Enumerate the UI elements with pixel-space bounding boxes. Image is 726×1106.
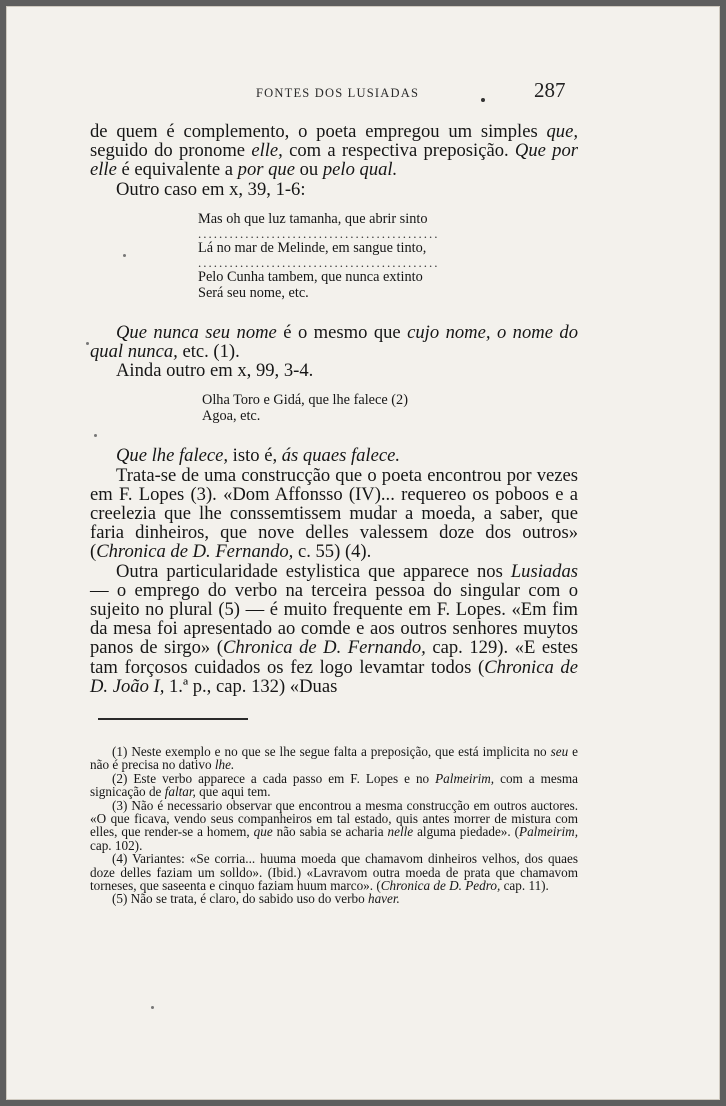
main-text: [90, 122, 578, 696]
ink-dot: [481, 98, 485, 102]
verse-line: Mas oh que luz tamanha, que abrir sinto: [198, 210, 428, 227]
verse-quote-2: [90, 392, 578, 424]
ellipsis-line: ..............................................: [198, 226, 440, 240]
paragraph-3: Que nunca seu nome é o mesmo que cujo nome, o nome do qual nunca, etc. (1).: [90, 321, 578, 363]
verse-line: Lá no mar de Melinde, em sangue tinto,: [198, 239, 427, 256]
ink-speck: [123, 254, 126, 257]
ink-speck: [94, 434, 97, 437]
footnotes: [90, 745, 578, 906]
verse-quote-1: [90, 211, 578, 301]
running-title: FONTES DOS LUSIADAS: [256, 86, 420, 100]
footnote-4: (4) Variantes: «Se corria... huuma moeda que chamavom dinheiros velhos, dos quaes doze delles faziam um solldo». (Ibid.) «Lavravom outra moeda de prata que chamavom torneses, que saseenta e cinquo faziam huum marco». (Chronica de D. Pedro, cap. 11).: [90, 851, 578, 894]
page-number: 287: [534, 78, 566, 102]
verse-line: Será seu nome, etc.: [198, 284, 309, 301]
ink-speck: [86, 342, 89, 345]
ellipsis-line: ..............................................: [198, 255, 440, 269]
ink-speck: [151, 1006, 154, 1009]
verse-line: Pelo Cunha tambem, que nunca extinto: [198, 268, 423, 285]
book-page: [6, 6, 720, 1100]
paragraph-1: de quem é complemento, o poeta empregou um simples que, seguido do pronome elle, com a respectiva preposição. Que por elle é equivalente a por que ou pelo qual.: [90, 121, 578, 181]
footnote-1: (1) Neste exemplo e no que se lhe segue falta a preposição, que está implicita no seu e não é precisa no dativo lhe.: [90, 744, 578, 773]
paragraph-7: Outra particularidade estylistica que apparece nos Lusiadas — o emprego do verbo na terceira pessoa do singular com o sujeito no plural (5) — é muito frequente em F. Lopes. «Em fim da mesa foi apresentado ao comde e aos outros senhores muytos panos de sirgo» (Chronica de D. Fernando, cap. 129). «E estes tam forçosos cuidados os fez logo levamtar todos (Chronica de D. João I, 1.ª p., cap. 132) «Duas: [90, 560, 579, 697]
footnote-3: (3) Não é necessario observar que encontrou a mesma construcção em outros auctores. «O que ficava, vendo seus companheiros em tal estado, quis antes morrer de mistura com elles, que render-se a homem, que não sabia se acharia nelle alguma piedade». (Palmeirim, cap. 102).: [90, 797, 579, 853]
page-header: [6, 78, 720, 114]
footnote-2: (2) Este verbo apparece a cada passo em F. Lopes e no Palmeirim, com a mesma signicação de faltar, que aqui tem.: [90, 770, 578, 800]
verse-line: Olha Toro e Gidá, que lhe falece (2): [202, 392, 408, 409]
footnote-5: (5) Não se trata, é claro, do sabido uso do verbo haver.: [112, 891, 400, 907]
paragraph-4: Ainda outro em x, 99, 3-4.: [116, 360, 314, 382]
footnote-rule: [98, 718, 248, 720]
verse-line: Agoa, etc.: [202, 408, 261, 425]
paragraph-2: Outro caso em x, 39, 1-6:: [116, 178, 306, 200]
paragraph-6: Trata-se de uma construcção que o poeta encontrou por vezes em F. Lopes (3). «Dom Affonsso (IV)... requereo os poboos e a creelezia que lhe conssemtissem mudar a moeda, a saber, que faria dinheiros, que nove delles valessem doze dos outros» (Chronica de D. Fernando, c. 55) (4).: [90, 464, 578, 563]
paragraph-5: Que lhe falece, isto é, ás quaes falece.: [116, 445, 400, 467]
